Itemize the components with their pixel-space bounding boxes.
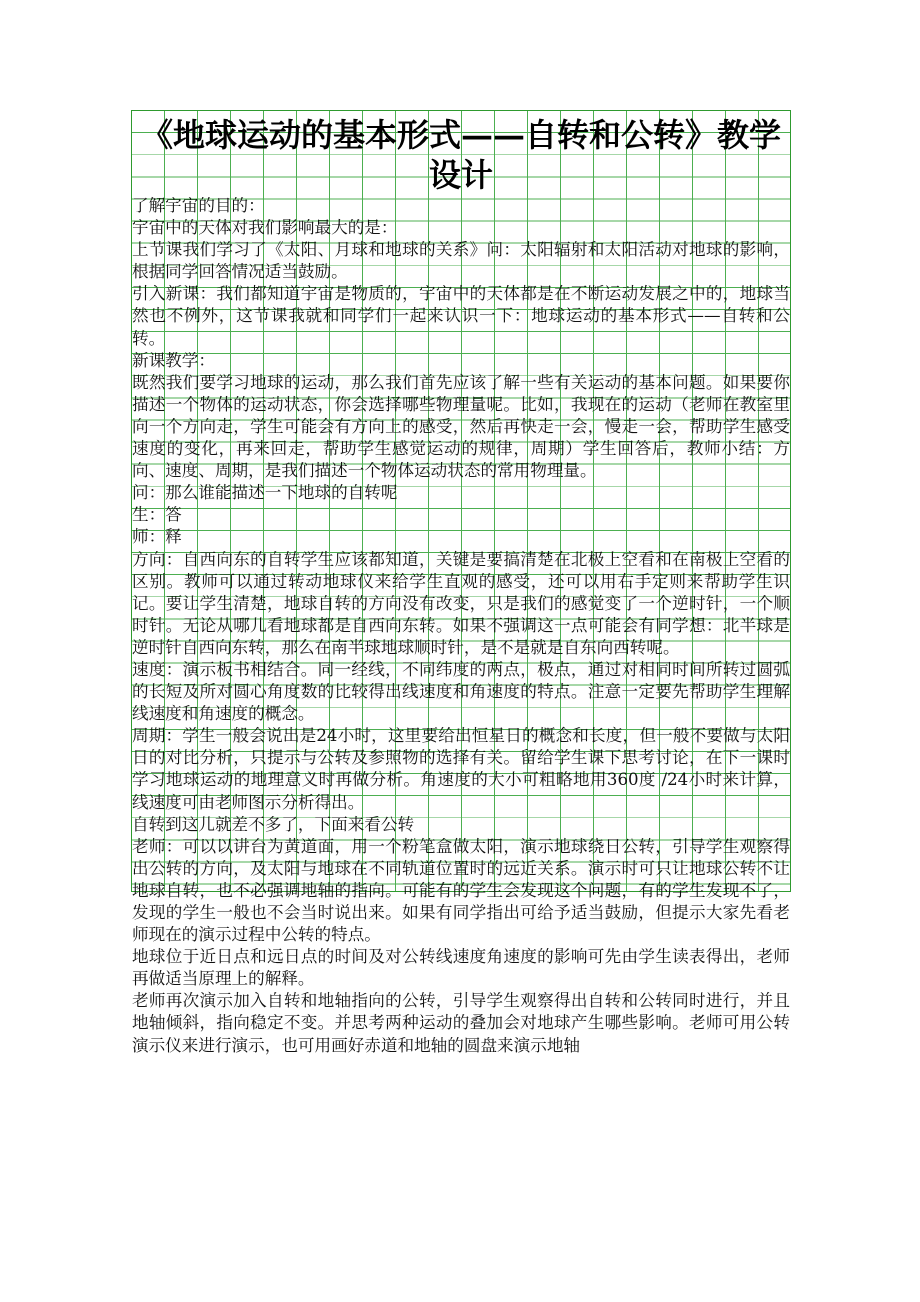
paragraph: 生：答 — [132, 505, 182, 525]
paragraph: 地球位于近日点和远日点的时间及对公转线速度角速度的影响可先由学生读表得出，老师再做适当原理上的解释。 — [132, 947, 790, 989]
paragraph: 新课教学： — [132, 350, 215, 370]
document-title: 《地球运动的基本形式——自转和公转》教学设计 — [140, 116, 781, 194]
paragraph: 周期：学生一般会说出是24小时，这里要给出恒星日的概念和长度，但一般不要做与太阳日的对比分析，只提示与公转及参照物的选择有关。留给学生课下思考讨论，在下一课时学习地球运动的地理意义时再做分析。角速度的大小可粗略地用360度 /24小时来计算，线速度可由老师图示分析得出。 — [132, 726, 790, 812]
paragraph: 老师：可以以讲台为黄道面，用一个粉笔盒做太阳，演示地球绕日公转，引导学生观察得出公转的方向，及太阳与地球在不同轨道位置时的远近关系。演示时可只让地球公转不让地球自转，也不必强调地轴的指向。可能有的学生会发现这个问题，有的学生发现不了，发现的学生一般也不会当时说出来。如果有同学指出可给予适当鼓励，但提示大家先看老师现在的演示过程中公转的特点。 — [132, 836, 790, 945]
paragraph: 方向：自西向东的自转学生应该都知道，关键是要搞清楚在北极上空看和在南极上空看的区别。教师可以通过转动地球仪来给学生直观的感受，还可以用右手定则来帮助学生识记。要让学生清楚，地球自转的方向没有改变，只是我们的感觉变了一个逆时针，一个顺时针。无论从哪儿看地球都是自西向东转。如果不强调这一点可能会有同学想：北半球是逆时针自西向东转，那么在南半球地球顺时针，是不是就是自东向西转呢。 — [132, 549, 790, 657]
document-body — [132, 195, 790, 1057]
paragraph: 既然我们要学习地球的运动，那么我们首先应该了解一些有关运动的基本问题。如果要你描述一个物体的运动状态，你会选择哪些物理量呢。比如，我现在的运动（老师在教室里向一个方向走，学生可能会有方向上的感受，然后再快走一会，慢走一会，帮助学生感受速度的变化，再来回走，帮助学生感觉运动的规律，周期）学生回答后，教师小结：方向、速度、周期，是我们描述一个物体运动状态的常用物理量。 — [132, 372, 790, 481]
paragraph: 老师再次演示加入自转和地轴指向的公转，引导学生观察得出自转和公转同时进行，并且地轴倾斜，指向稳定不变。并思考两种运动的叠加会对地球产生哪些影响。老师可用公转演示仪来进行演示，也可用画好赤道和地轴的圆盘来演示地轴 — [132, 991, 790, 1055]
paragraph: 了解宇宙的目的： — [132, 196, 265, 215]
paragraph: 自转到这儿就差不多了，下面来看公转 — [132, 814, 415, 834]
paragraph: 上节课我们学习了《太阳、月球和地球的关系》问：太阳辐射和太阳活动对地球的影响，根据同学回答情况适当鼓励。 — [132, 240, 790, 282]
paragraph: 师：释 — [132, 527, 182, 547]
paragraph: 问：那么谁能描述一下地球的自转呢 — [132, 483, 398, 503]
paragraph: 宇宙中的天体对我们影响最大的是： — [132, 218, 398, 238]
paragraph: 速度：演示板书相结合。同一经线，不同纬度的两点，极点，通过对相同时间所转过圆弧的长短及所对圆心角度数的比较得出线速度和角速度的特点。注意一定要先帮助学生理解线速度和角速度的概念。 — [132, 659, 790, 724]
grid-paper — [131, 110, 791, 1055]
paragraph: 引入新课：我们都知道宇宙是物质的，宇宙中的天体都是在不断运动发展之中的，地球当然也不例外，这节课我就和同学们一起来认识一下：地球运动的基本形式——自转和公转。 — [132, 284, 790, 348]
